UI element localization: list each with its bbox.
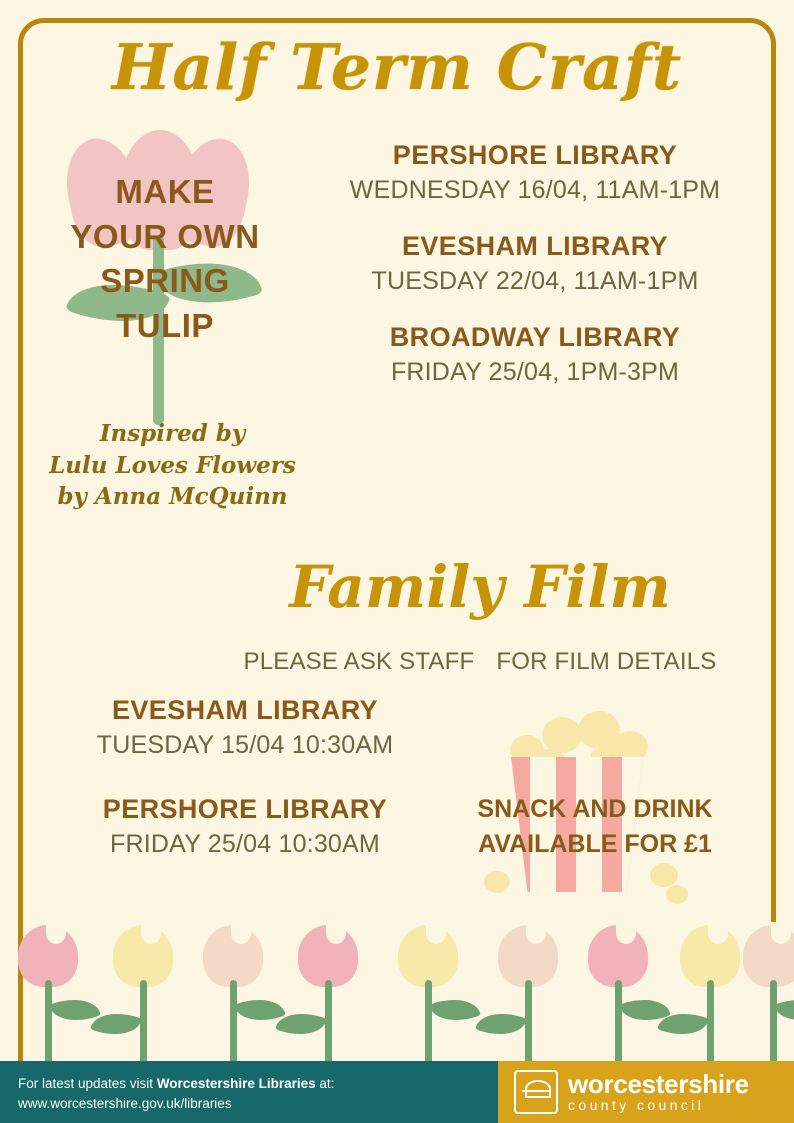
page-title-half-term-craft: Half Term Craft: [111, 30, 683, 104]
popcorn-kernel-loose: [650, 863, 678, 887]
border-tulip: [195, 925, 271, 1065]
film-session-item: [20, 695, 470, 760]
council-name: worcestershire: [568, 1069, 749, 1099]
border-tulip-notch: [526, 922, 546, 944]
snack-and-drink-note: [440, 792, 750, 862]
border-tulip-head: [203, 925, 263, 987]
inspired-line-2: Lulu Loves Flowers: [49, 451, 296, 479]
library-name: PERSHORE LIBRARY: [392, 140, 678, 170]
border-tulip-stem: [525, 980, 532, 1065]
popcorn-kernel-loose: [666, 885, 688, 904]
border-tulip-stem: [615, 980, 622, 1065]
border-tulip: [580, 925, 656, 1065]
craft-activity-line-4: TULIP: [116, 306, 214, 344]
popcorn-kernel: [542, 717, 582, 753]
library-name: BROADWAY LIBRARY: [389, 322, 681, 352]
session-datetime: FRIDAY 25/04 10:30AM: [110, 830, 380, 858]
border-tulip-head: [680, 925, 740, 987]
library-name: EVESHAM LIBRARY: [111, 695, 379, 725]
session-datetime: WEDNESDAY 16/04, 11AM-1PM: [349, 176, 721, 204]
border-tulip-stem: [425, 980, 432, 1065]
film-note-left: PLEASE ASK STAFF: [243, 648, 475, 675]
border-tulip-stem: [140, 980, 147, 1065]
craft-activity-line-1: MAKE: [115, 173, 215, 210]
border-tulip-notch: [231, 922, 251, 944]
craft-activity-line-2: YOUR OWN: [70, 217, 260, 255]
session-datetime: TUESDAY 22/04, 11AM-1PM: [371, 267, 699, 295]
film-session-list: [20, 695, 470, 893]
border-tulip-stem: [230, 980, 237, 1065]
popcorn-kernel-loose: [484, 871, 510, 893]
border-tulip-notch: [616, 922, 636, 944]
footer-line-1-prefix: For latest updates visit: [18, 1076, 157, 1091]
session-datetime: FRIDAY 25/04, 1PM-3PM: [390, 358, 680, 386]
council-logo-text: [568, 1071, 749, 1113]
border-tulip-leaf: [774, 991, 794, 1030]
border-tulip-stem: [707, 980, 714, 1065]
border-tulip: [490, 925, 566, 1065]
border-tulip-stem: [325, 980, 332, 1065]
border-tulip: [390, 925, 466, 1065]
craft-session-item: [300, 322, 770, 387]
footer-bar: [0, 1061, 794, 1123]
film-details-note: [180, 648, 780, 676]
border-tulip: [735, 925, 794, 1065]
session-datetime: TUESDAY 15/04 10:30AM: [96, 731, 394, 759]
library-name: EVESHAM LIBRARY: [401, 231, 669, 261]
border-tulip-head: [743, 925, 794, 987]
border-tulip: [105, 925, 181, 1065]
section-title-family-film: Family Film: [289, 553, 671, 621]
inspired-by-credit: [40, 418, 305, 513]
border-tulip-head: [398, 925, 458, 987]
craft-session-item: [300, 140, 770, 205]
border-tulip-notch: [426, 922, 446, 944]
border-tulip-notch: [141, 922, 161, 944]
snack-line-1: SNACK AND DRINK: [477, 795, 713, 823]
border-tulip-stem: [770, 980, 777, 1065]
footer-line-1-suffix: at:: [315, 1076, 335, 1091]
council-subtitle: county council: [568, 1097, 705, 1114]
border-tulip-notch: [46, 922, 66, 944]
snack-line-2: AVAILABLE FOR £1: [478, 830, 712, 858]
border-tulip-notch: [708, 922, 728, 944]
border-tulip-head: [18, 925, 78, 987]
craft-activity-line-3: SPRING: [100, 262, 230, 300]
council-logo: [498, 1061, 794, 1123]
film-session-item: [20, 794, 470, 859]
footer-line-1: [18, 1074, 334, 1094]
border-tulip-notch: [326, 922, 346, 944]
craft-session-item: [300, 231, 770, 296]
border-tulip-leaf: [429, 991, 481, 1030]
border-tulip-head: [498, 925, 558, 987]
bottom-tulip-border: [0, 925, 794, 1065]
inspired-line-3: by Anna McQuinn: [57, 483, 288, 511]
border-tulip-head: [298, 925, 358, 987]
border-tulip-head: [588, 925, 648, 987]
craft-session-list: [300, 140, 770, 413]
inspired-line-1: Inspired by: [99, 420, 246, 447]
border-tulip: [10, 925, 86, 1065]
library-name: PERSHORE LIBRARY: [102, 794, 388, 824]
border-tulip-leaf: [475, 1005, 527, 1044]
footer-website-link[interactable]: www.worcestershire.gov.uk/libraries: [18, 1096, 232, 1112]
council-crest-icon: [514, 1070, 558, 1114]
film-note-right: FOR FILM DETAILS: [496, 648, 717, 675]
border-tulip-stem: [45, 980, 52, 1065]
border-tulip-head: [113, 925, 173, 987]
border-tulip-notch: [771, 922, 791, 944]
footer-line-1-bold: Worcestershire Libraries: [156, 1076, 316, 1091]
border-tulip: [290, 925, 366, 1065]
footer-text: [18, 1074, 334, 1115]
craft-activity-heading: [40, 170, 290, 348]
